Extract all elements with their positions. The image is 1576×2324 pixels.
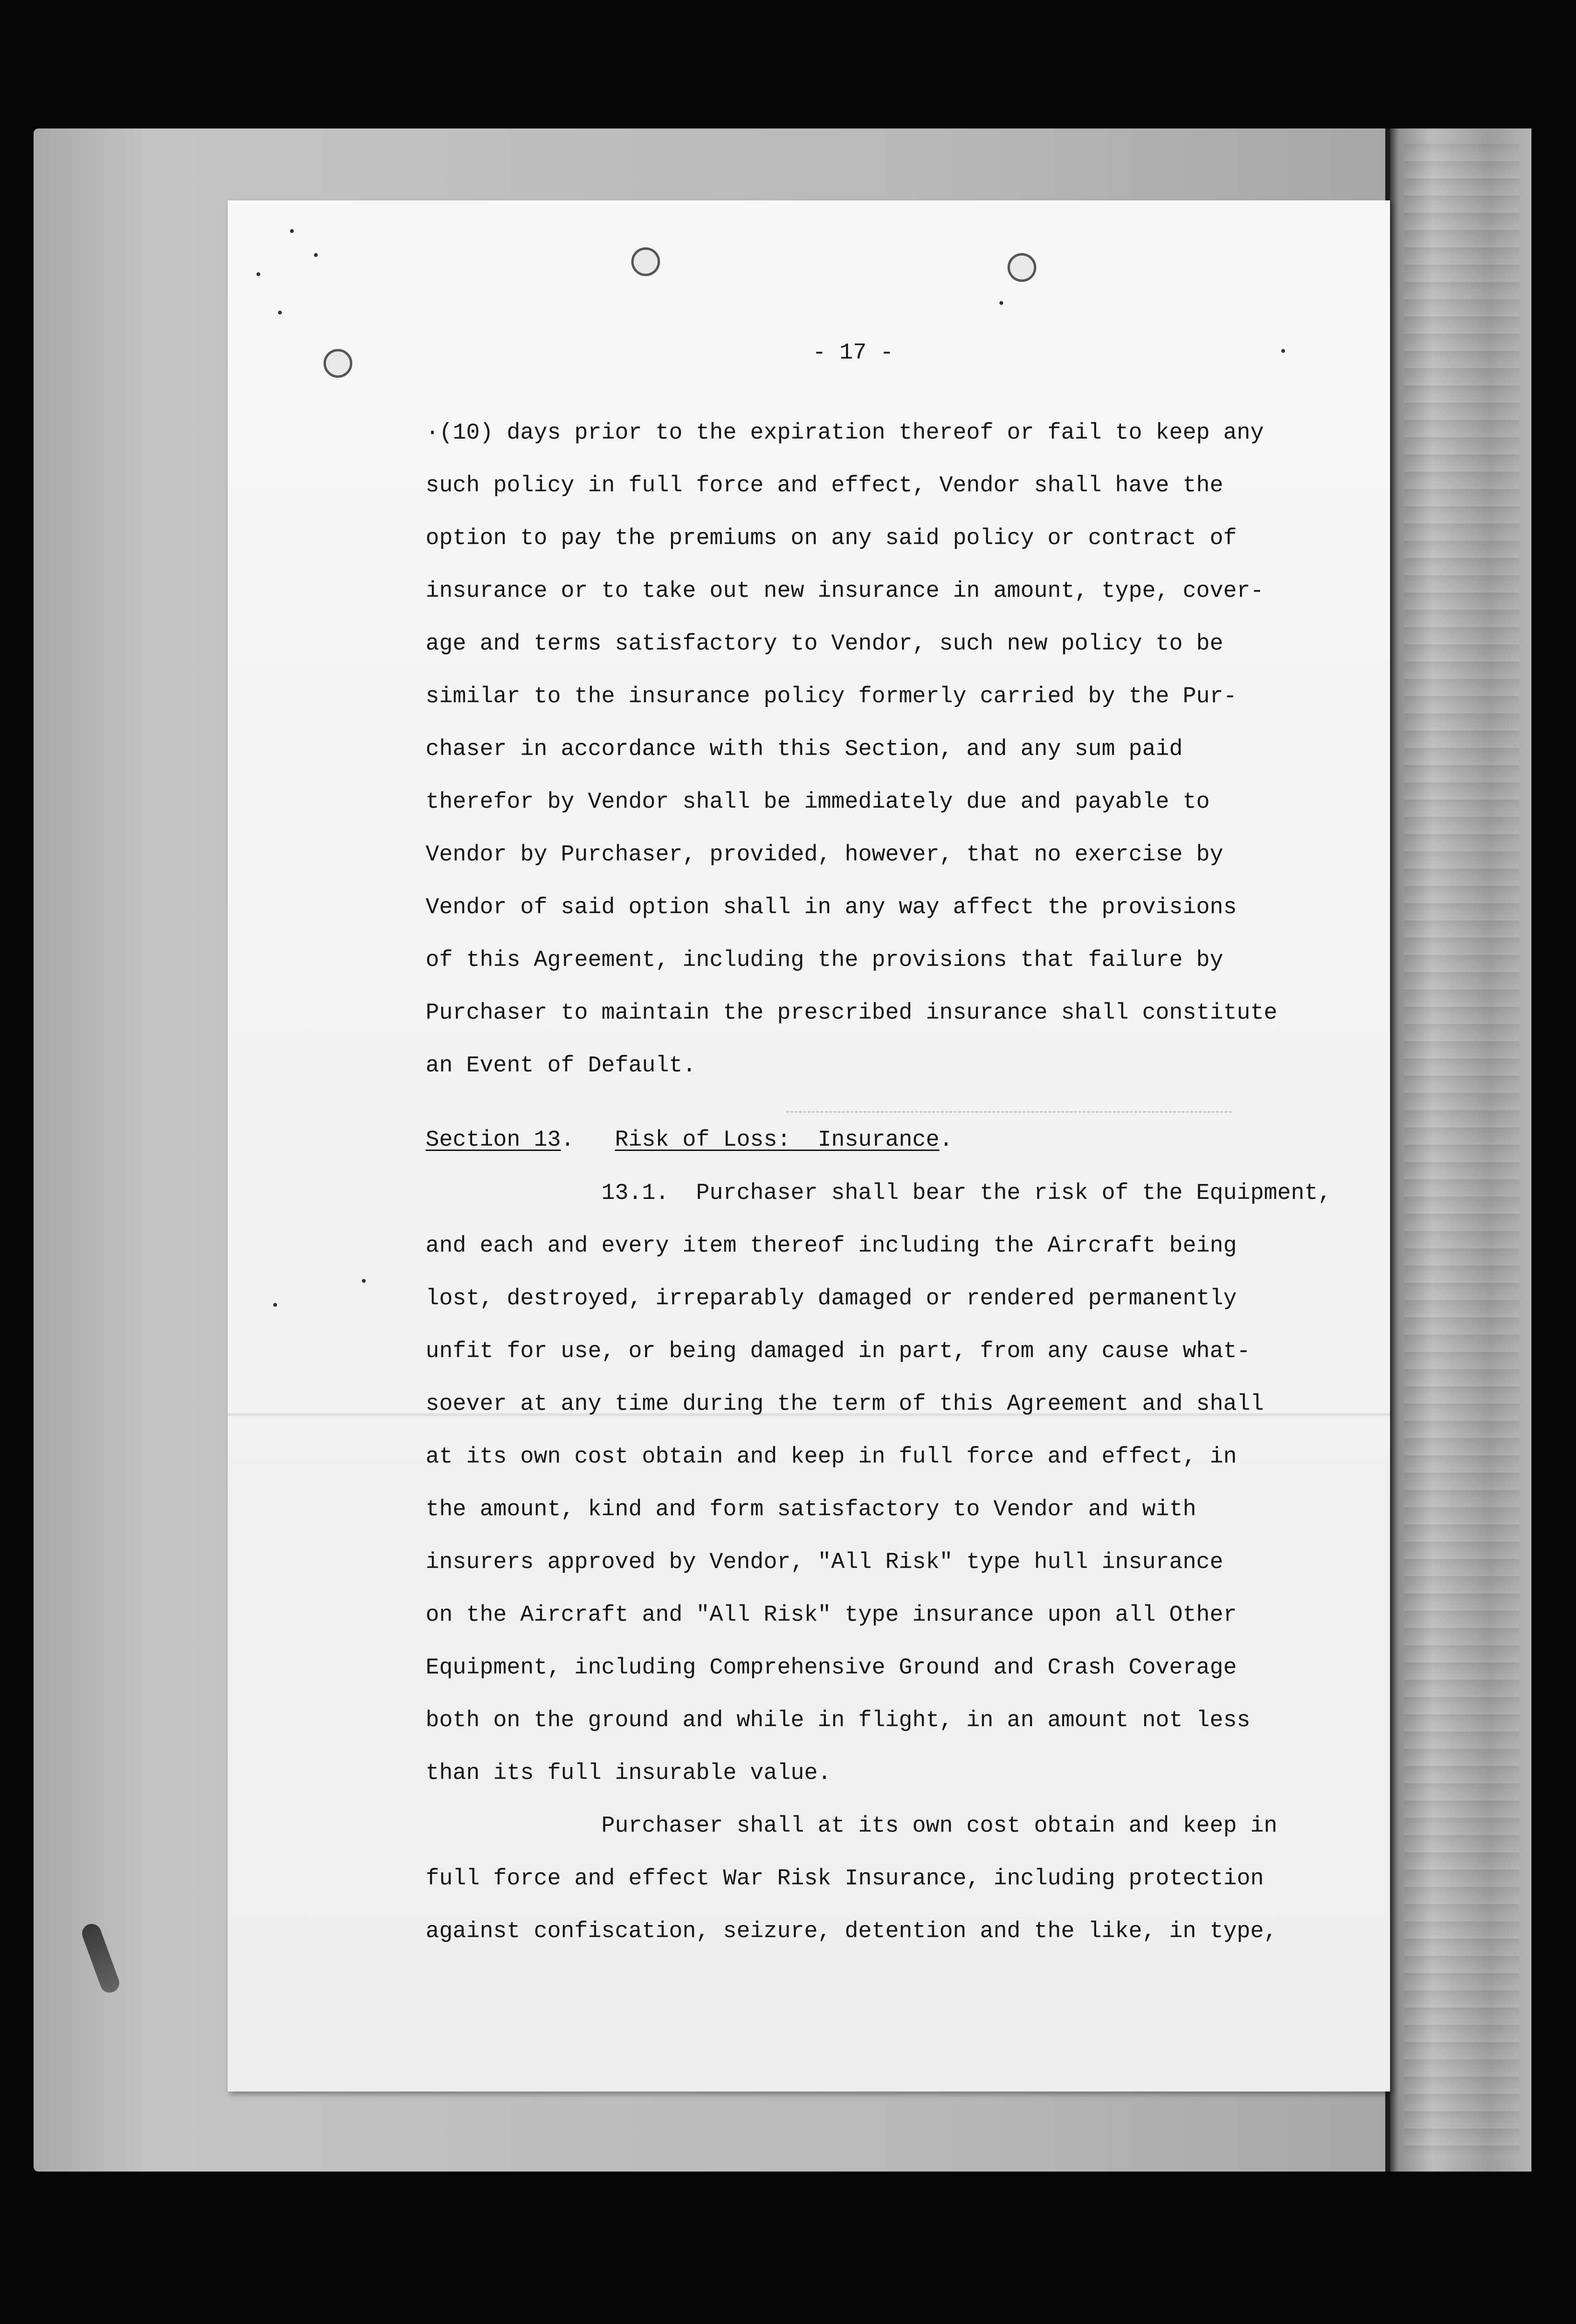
body-line: insurers approved by Vendor, "All Risk" type hull insurance [426, 1550, 1224, 1575]
body-line: than its full insurable value. [426, 1761, 832, 1786]
body-line: Equipment, including Comprehensive Ground and Crash Coverage [426, 1655, 1237, 1681]
body-line: soever at any time during the term of this Agreement and shall [426, 1392, 1264, 1417]
body-line: Vendor by Purchaser, provided, however, that no exercise by [426, 842, 1224, 868]
body-line: similar to the insurance policy formerly carried by the Pur- [426, 684, 1237, 709]
body-line: age and terms satisfactory to Vendor, such new policy to be [426, 631, 1224, 657]
body-line: such policy in full force and effect, Vendor shall have the [426, 473, 1224, 499]
section-heading: Section 13. Risk of Loss: Insurance. [426, 1127, 953, 1153]
binder-edge-texture [1404, 144, 1519, 2157]
body-line: on the Aircraft and "All Risk" type insurance upon all Other [426, 1603, 1237, 1628]
body-line: Purchaser shall at its own cost obtain and keep in [426, 1813, 1277, 1839]
body-line: the amount, kind and form satisfactory to Vendor and with [426, 1497, 1196, 1522]
body-line: both on the ground and while in flight, in an amount not less [426, 1708, 1251, 1733]
punch-hole [324, 349, 352, 378]
page-number: - 17 - [812, 340, 894, 366]
body-line: 13.1. Purchaser shall bear the risk of the Equipment, [426, 1181, 1332, 1206]
speck [362, 1279, 366, 1283]
body-line: ·(10) days prior to the expiration thereof or fail to keep any [426, 420, 1264, 446]
body-line: lost, destroyed, irreparably damaged or rendered permanently [426, 1286, 1237, 1312]
speck [290, 229, 294, 233]
speck [256, 272, 260, 276]
body-line: option to pay the premiums on any said policy or contract of [426, 526, 1237, 551]
section-label: Section 13 [426, 1127, 561, 1153]
body-line: therefor by Vendor shall be immediately due and payable to [426, 790, 1210, 815]
body-line: Vendor of said option shall in any way affect the provisions [426, 895, 1237, 920]
body-line: insurance or to take out new insurance in amount, type, cover- [426, 579, 1264, 604]
body-line: and each and every item thereof including the Aircraft being [426, 1233, 1237, 1259]
faint-rule [786, 1111, 1232, 1113]
section-title: Risk of Loss: Insurance [614, 1127, 939, 1153]
body-line: against confiscation, seizure, detention and the like, in type, [426, 1919, 1277, 1944]
speck [278, 311, 282, 314]
body-line: full force and effect War Risk Insurance, including protection [426, 1866, 1264, 1892]
punch-hole [631, 247, 660, 276]
speck [999, 301, 1003, 305]
speck [314, 253, 318, 257]
speck [1281, 349, 1285, 353]
body-line: an Event of Default. [426, 1053, 696, 1079]
punch-hole [1008, 253, 1036, 282]
body-line: at its own cost obtain and keep in full force and effect, in [426, 1444, 1237, 1470]
body-line: Purchaser to maintain the prescribed insurance shall constitute [426, 1000, 1277, 1026]
speck [273, 1303, 277, 1307]
body-line: of this Agreement, including the provisions that failure by [426, 948, 1224, 973]
body-line: chaser in accordance with this Section, and any sum paid [426, 737, 1183, 762]
body-line: unfit for use, or being damaged in part, from any cause what- [426, 1339, 1251, 1364]
